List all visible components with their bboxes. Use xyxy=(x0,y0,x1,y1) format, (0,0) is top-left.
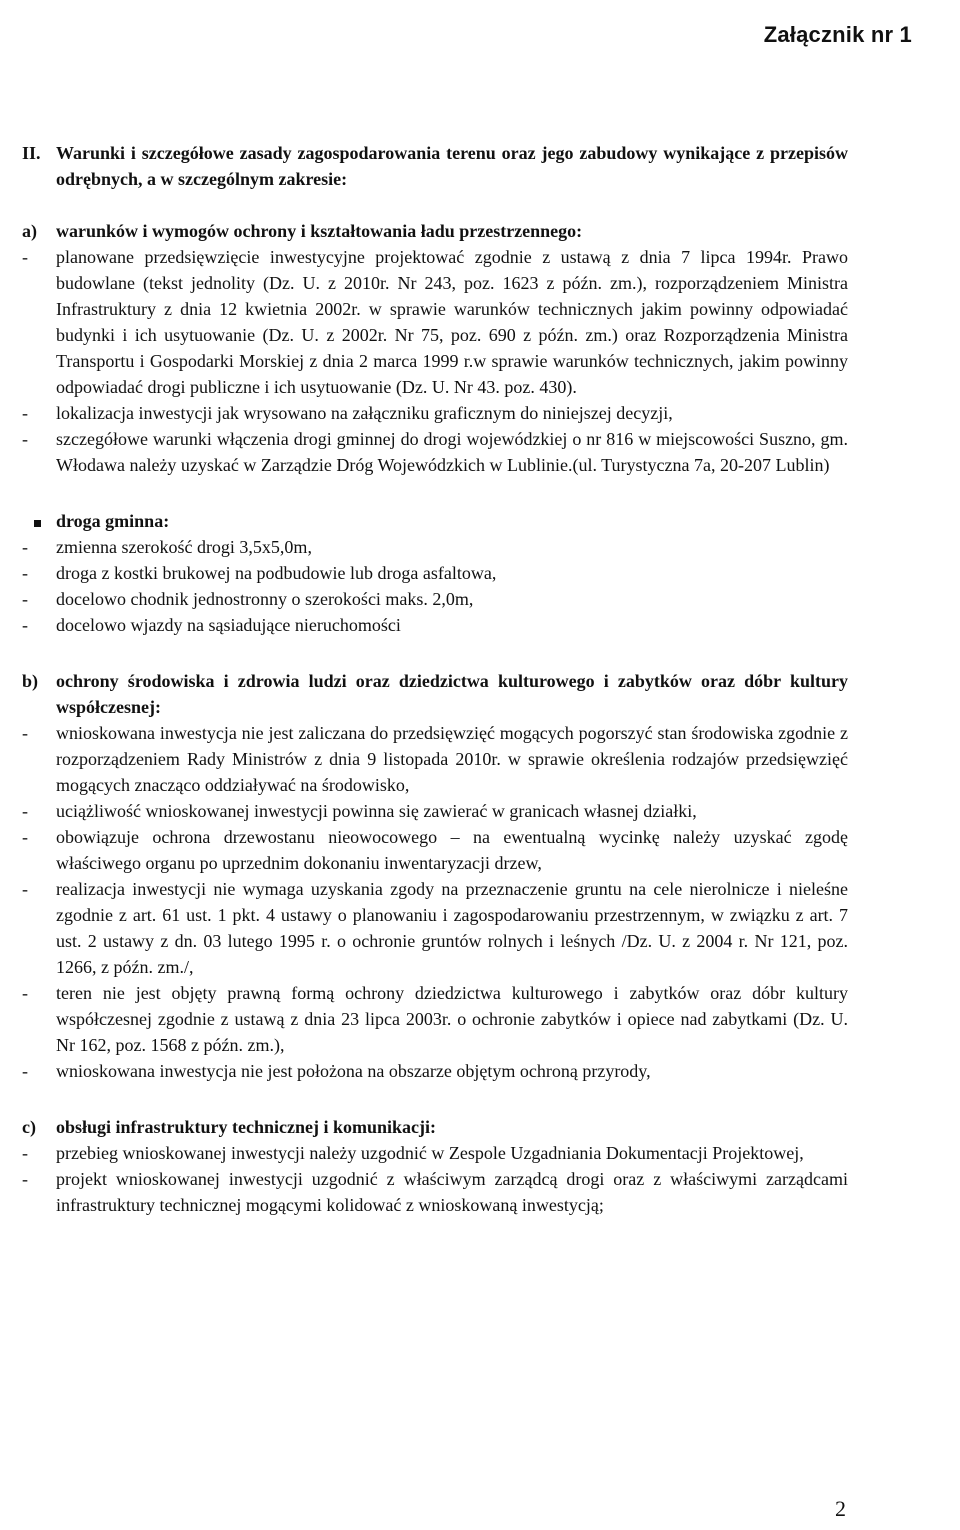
list-item-text: projekt wnioskowanej inwestycji uzgodnić z właściwym zarządcą drogi oraz z właściwymi zarządcami infrastruktury technicznej mogącymi kolidować z wnioskowaną inwestycją; xyxy=(56,1169,848,1215)
dash: - xyxy=(22,1061,28,1081)
dash: - xyxy=(22,589,28,609)
list-item-text: szczegółowe warunki włączenia drogi gminnej do drogi wojewódzkiej o nr 816 w miejscowości Suszno, gm. Włodawa należy uzyskać w Zarządzie Dróg Wojewódzkich w Lublinie.(ul. Turystyczna 7a, 20-207 Lublin) xyxy=(56,429,848,475)
list-item-text: lokalizacja inwestycji jak wrysowano na załączniku graficznym do niniejszej decyzji, xyxy=(56,403,673,423)
subsection-a-title: warunków i wymogów ochrony i kształtowania ładu przestrzennego: xyxy=(56,221,583,241)
section-number: II. xyxy=(22,143,41,163)
list-item xyxy=(22,400,848,426)
dash: - xyxy=(22,723,28,743)
dash: - xyxy=(22,247,28,267)
dash: - xyxy=(22,801,28,821)
list-item xyxy=(22,876,848,980)
list-item xyxy=(22,586,848,612)
list-item-text: wnioskowana inwestycja nie jest położona na obszarze objętym ochroną przyrody, xyxy=(56,1061,651,1081)
road-heading xyxy=(22,508,848,534)
road-heading-text: droga gminna: xyxy=(56,511,170,531)
list-item-text: teren nie jest objęty prawną formą ochrony dziedzictwa kulturowego i zabytków oraz dóbr kultury współczesnej zgodnie z ustawą z dnia 23 lipca 2003r. o ochronie zabytków i opiece nad zabytkami (Dz. U. Nr 162, poz. 1568 z późn. zm.), xyxy=(56,983,848,1055)
list-item-text: docelowo wjazdy na sąsiadujące nieruchomości xyxy=(56,615,401,635)
list-item-text: przebieg wnioskowanej inwestycji należy uzgodnić w Zespole Uzgadniania Dokumentacji Projektowej, xyxy=(56,1143,804,1163)
subsection-b-heading xyxy=(22,668,848,720)
subsection-c-marker: c) xyxy=(22,1117,36,1137)
subsection-a-marker: a) xyxy=(22,221,37,241)
list-item xyxy=(22,426,848,478)
list-item xyxy=(22,1140,848,1166)
list-item-text: droga z kostki brukowej na podbudowie lub droga asfaltowa, xyxy=(56,563,497,583)
subsection-b-marker: b) xyxy=(22,671,39,691)
dash: - xyxy=(22,1143,28,1163)
list-item xyxy=(22,244,848,400)
subsection-c-title: obsługi infrastruktury technicznej i komunikacji: xyxy=(56,1117,437,1137)
dash: - xyxy=(22,827,28,847)
list-item xyxy=(22,1166,848,1218)
section-title: Warunki i szczegółowe zasady zagospodarowania terenu oraz jego zabudowy wynikające z przepisów odrębnych, a w szczególnym zakresie: xyxy=(56,143,848,189)
document-body xyxy=(22,140,848,1218)
dash: - xyxy=(22,403,28,423)
list-item xyxy=(22,720,848,798)
list-item-text: uciążliwość wnioskowanej inwestycji powinna się zawierać w granicach własnej działki, xyxy=(56,801,697,821)
page-number: 2 xyxy=(835,1496,846,1521)
list-item-text: planowane przedsięwzięcie inwestycyjne projektować zgodnie z ustawą z dnia 7 lipca 1994r. Prawo budowlane (tekst jednolity (Dz. U. z 2010r. Nr 243, poz. 1623 z późn. zm.), rozporządzeniem Ministra Infrastruktury z dnia 12 kwietnia 2002r. w sprawie warunków technicznych jakim powinny odpowiadać budynki i ich usytuowanie (Dz. U. z 2002r. Nr 75, poz. 690 z późn. zm.) oraz Rozporządzenia Ministra Transportu i Gospodarki Morskiej z dnia 2 marca 1999 r.w sprawie warunków technicznych, jakim powinny odpowiadać drogi publiczne i ich usytuowanie (Dz. U. Nr 43. poz. 430). xyxy=(56,247,848,397)
list-item-text: docelowo chodnik jednostronny o szerokości maks. 2,0m, xyxy=(56,589,474,609)
list-item-text: obowiązuje ochrona drzewostanu nieowocowego – na ewentualną wycinkę należy uzyskać zgodę właściwego organu po uprzednim dokonaniu inwentaryzacji drzew, xyxy=(56,827,848,873)
list-item xyxy=(22,824,848,876)
list-item-text: wnioskowana inwestycja nie jest zaliczana do przedsięwzięć mogących pogorszyć stan środowiska zgodnie z rozporządzeniem Rady Ministrów z dnia 9 listopada 2010r. w sprawie określenia rodzajów przedsięwzięć mogących znacząco oddziaływać na środowisko, xyxy=(56,723,848,795)
list-item-text: zmienna szerokość drogi 3,5x5,0m, xyxy=(56,537,312,557)
dash: - xyxy=(22,563,28,583)
dash: - xyxy=(22,537,28,557)
dash: - xyxy=(22,879,28,899)
annex-title: Załącznik nr 1 xyxy=(763,22,912,47)
list-item xyxy=(22,1058,848,1084)
list-item-text: realizacja inwestycji nie wymaga uzyskania zgody na przeznaczenie gruntu na cele nierolnicze i nieleśne zgodnie z art. 61 ust. 1 pkt. 4 ustawy o planowaniu i zagospodarowaniu przestrzennym, w związku z art. 7 ust. 2 ustawy z dn. 03 lutego 1995 r. o ochronie gruntów rolnych i leśnych /Dz. U. z 2004 r. Nr 121, poz. 1266, z późn. zm./, xyxy=(56,879,848,977)
dash: - xyxy=(22,615,28,635)
list-item xyxy=(22,534,848,560)
subsection-a-heading xyxy=(22,218,848,244)
dash: - xyxy=(22,429,28,449)
dash: - xyxy=(22,983,28,1003)
list-item xyxy=(22,560,848,586)
square-bullet-icon xyxy=(22,508,52,534)
list-item xyxy=(22,612,848,638)
dash: - xyxy=(22,1169,28,1189)
subsection-b-title: ochrony środowiska i zdrowia ludzi oraz dziedzictwa kulturowego i zabytków oraz dóbr kultury współczesnej: xyxy=(56,671,848,717)
section-heading xyxy=(22,140,848,192)
list-item xyxy=(22,798,848,824)
subsection-c-heading xyxy=(22,1114,848,1140)
list-item xyxy=(22,980,848,1058)
